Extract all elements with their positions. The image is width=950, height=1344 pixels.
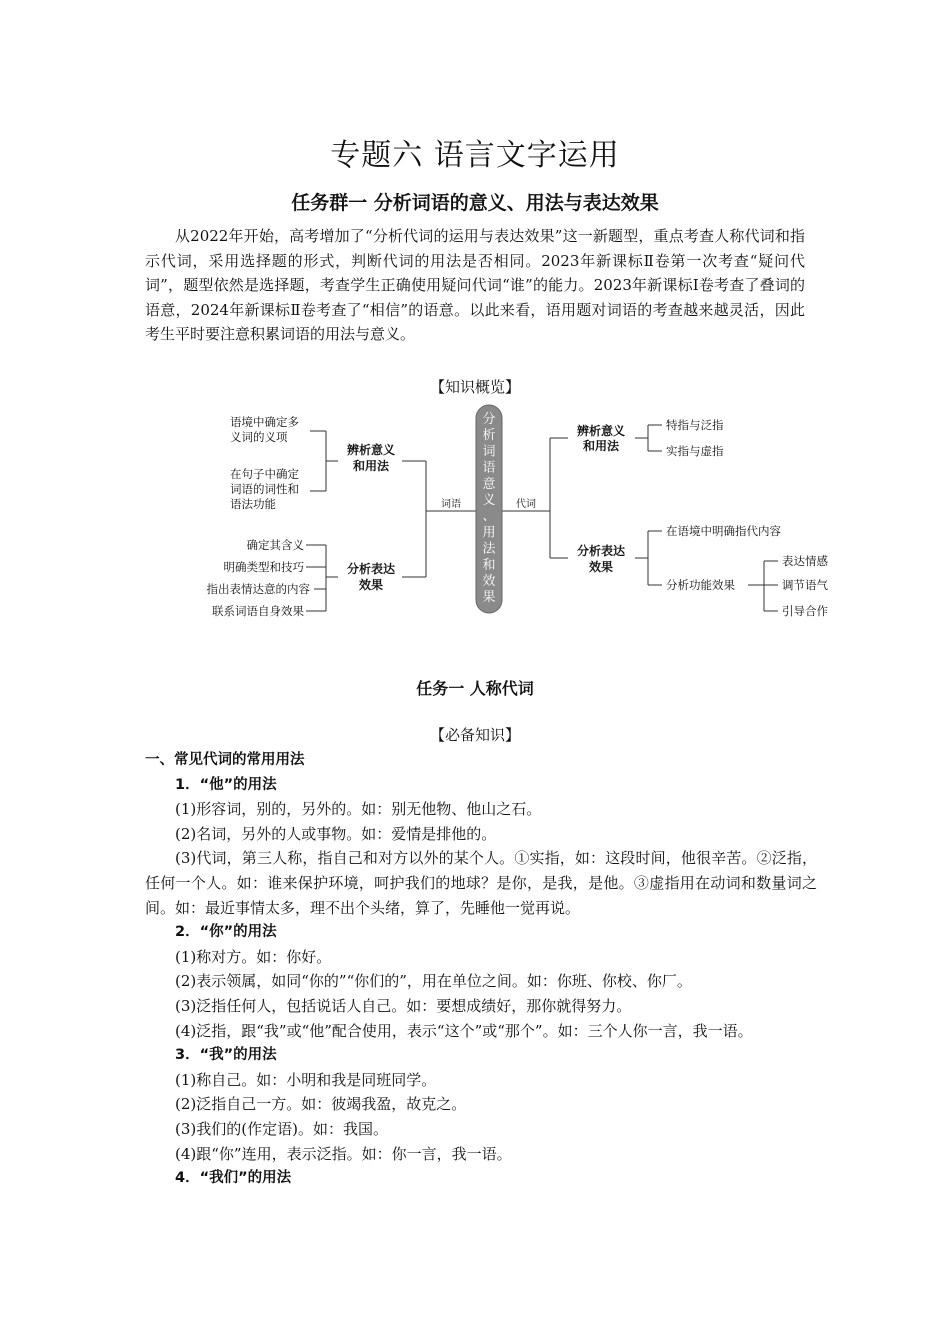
section-heading: 2．“你”的用法 <box>175 924 277 941</box>
center-char: 析 <box>482 428 496 444</box>
right-branch-label: 代词 <box>516 499 536 510</box>
content-paragraph: (1)称自己。如：小明和我是同班同学。 <box>175 1070 437 1089</box>
overview-label: 【知识概览】 <box>429 378 520 396</box>
content-paragraph: (2)名词，另外的人或事物。如：爱情是排他的。 <box>175 824 497 843</box>
content-paragraph: (3)我们的(作定语)。如：我国。 <box>175 1119 388 1138</box>
task-title: 任务一 人称代词 <box>416 679 534 698</box>
left-bottom-leaf-1: 确定其含义 <box>246 538 304 552</box>
center-char: 语 <box>482 460 496 476</box>
right-top-node: 辨析意义和用法 <box>576 424 626 453</box>
center-char: 果 <box>482 590 496 606</box>
content-body <box>145 748 817 1191</box>
left-top-leaf-2: 在句子中确定词语的词性和语法功能 <box>230 467 299 511</box>
section-heading: 4．“我们”的用法 <box>175 1170 292 1187</box>
center-char: 、 <box>482 509 496 525</box>
left-branch-label: 词语 <box>441 499 461 510</box>
left-bottom-leaf-3: 指出表情达意的内容 <box>206 582 310 596</box>
section-heading: 3．“我”的用法 <box>175 1047 277 1064</box>
center-char: 用 <box>482 525 496 541</box>
center-char: 分 <box>482 412 496 427</box>
right-bottom-leaf-2: 分析功能效果 <box>666 578 735 592</box>
center-char: 和 <box>482 557 496 573</box>
right-top-leaf-1: 特指与泛指 <box>666 418 724 432</box>
right-top-leaf-2: 实指与虚指 <box>666 444 724 458</box>
content-paragraph: (4)跟“你”连用，表示泛指。如：你一言，我一语。 <box>175 1144 512 1163</box>
center-char: 效 <box>482 574 496 589</box>
section-heading: 1．“他”的用法 <box>175 776 277 793</box>
center-char: 法 <box>482 541 496 557</box>
left-top-leaf-1: 语境中确定多义词的义项 <box>230 415 299 444</box>
content-paragraph: (4)泛指，跟“我”或“他”配合使用，表示“这个”或“那个”。如：三个人你一言，我一语。 <box>175 1021 753 1040</box>
section-heading: 一、常见代词的常用用法 <box>145 752 305 768</box>
function-leaf-1: 表达情感 <box>782 554 828 568</box>
right-bottom-node: 分析表达效果 <box>576 544 626 574</box>
content-paragraph: (3)代词，第三人称，指自己和对方以外的某个人。①实指，如：这段时间，他很辛苦。②泛指，任何一个人。如：谁来保护环境，呵护我们的地球？是你，是我，是他。③虚指用在动词和数量词之间。如：最近事情太多，理不出个头绪，算了，先睡他一觉再说。 <box>145 849 817 917</box>
center-char: 义 <box>482 493 496 508</box>
center-text <box>482 412 496 605</box>
content-paragraph: (2)泛指自己一方。如：彼竭我盈，故克之。 <box>175 1095 467 1114</box>
left-top-node: 辨析意义和用法 <box>346 443 396 473</box>
intro-paragraph: 从2022年开始，高考增加了“分析代词的运用与表达效果”这一新题型，重点考查人称代词和指示代词，采用选择题的形式，判断代词的用法是否相同。2023年新课标Ⅱ卷第一次考查“疑问代词”，题型依然是选择题，考查学生正确使用疑问代词“谁”的能力。2023年新课标Ⅰ卷考查了叠词的语意，2024年新课标Ⅱ卷考查了“相信”的语意。以此来看，语用题对词语的考查越来越灵活，因此考生平时要注意积累词语的用法与意义。 <box>145 227 805 343</box>
content-paragraph: (1)形容词，别的，另外的。如：别无他物、他山之石。 <box>175 800 542 819</box>
left-bottom-leaf-4: 联系词语自身效果 <box>212 604 304 618</box>
content-paragraph: (3)泛指任何人，包括说话人自己。如：要想成绩好，那你就得努力。 <box>175 996 632 1015</box>
left-bottom-leaf-2: 明确类型和技巧 <box>223 560 304 574</box>
section-subtitle: 任务群一 分析词语的意义、用法与表达效果 <box>291 192 659 214</box>
left-bottom-node: 分析表达效果 <box>346 562 396 592</box>
function-leaf-2: 调节语气 <box>782 578 828 592</box>
right-bottom-leaf-1: 在语境中明确指代内容 <box>666 524 781 538</box>
knowledge-label: 【必备知识】 <box>429 726 520 744</box>
center-char: 意 <box>482 476 496 492</box>
center-char: 词 <box>482 444 496 460</box>
content-paragraph: (1)称对方。如：你好。 <box>175 947 332 966</box>
function-leaf-3: 引导合作 <box>782 604 828 618</box>
page-title: 专题六 语言文字运用 <box>330 138 620 173</box>
knowledge-diagram <box>190 403 840 618</box>
content-paragraph: (2)表示领属，如同“你的”“你们的”，用在单位之间。如：你班、你校、你厂。 <box>175 972 692 991</box>
